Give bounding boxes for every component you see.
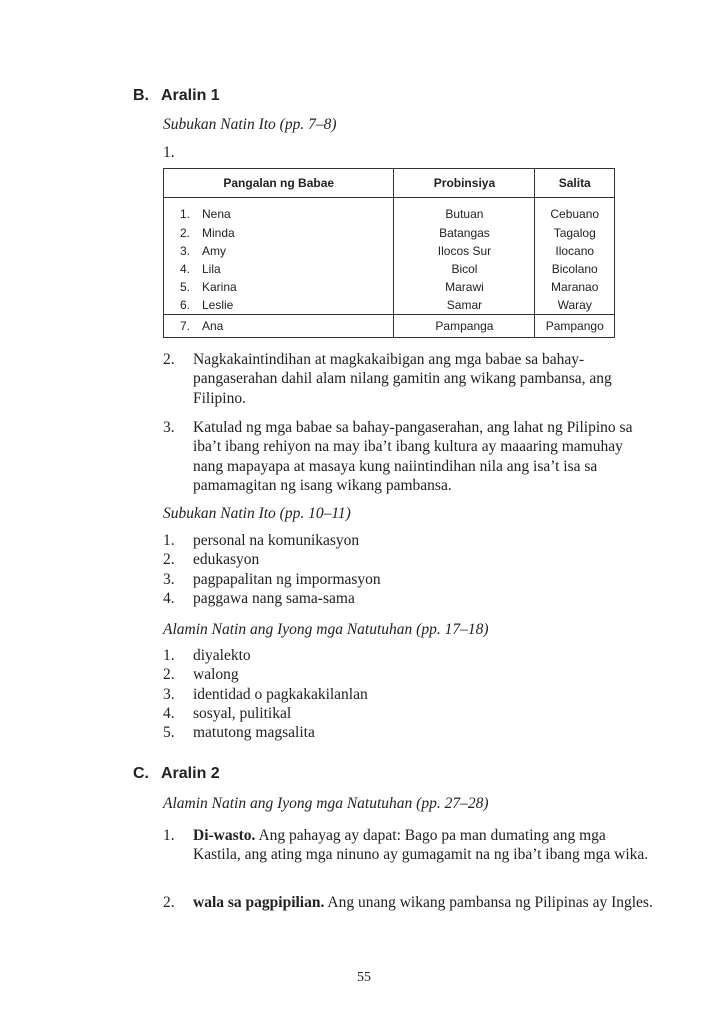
item-number: 2. xyxy=(163,666,175,684)
item-number: 1. xyxy=(163,532,175,549)
table-row xyxy=(164,242,615,260)
province-cell: Samar xyxy=(394,296,535,315)
subheading-subukan-7-8: Subukan Natin Ito (pp. 7–8) xyxy=(163,116,337,133)
section-letter: C. xyxy=(133,765,149,782)
table-row xyxy=(164,198,615,225)
table-header-row xyxy=(164,169,615,198)
item-text: diyalekto xyxy=(193,647,251,664)
item-number: 3. xyxy=(163,419,175,436)
row-number: 2. xyxy=(179,226,190,240)
table-row xyxy=(164,296,615,315)
row-number: 3. xyxy=(179,244,190,258)
item-number: 4. xyxy=(163,704,175,722)
name-cell: Amy xyxy=(202,242,394,260)
item-number: 3. xyxy=(163,685,175,703)
item-text: edukasyon xyxy=(193,551,260,569)
item-text: Katulad ng mga babae sa bahay-pangaserahan, ang lahat ng Pilipino sa iba’t ibang rehiyon na may iba’t ibang kultura ay maaaring mamuhay nang mapayapa at masaya kung naiintindihan nila ang isa’t isa sa pamamagitan ng isang wikang pambansa. xyxy=(193,419,633,494)
subheading-alamin-17-18: Alamin Natin ang Iyong mga Natutuhan (pp. 17–18) xyxy=(163,621,489,638)
item-number: 1. xyxy=(163,647,175,664)
province-cell: Marawi xyxy=(394,278,535,296)
item-number: 4. xyxy=(163,589,175,607)
name-cell: Nena xyxy=(202,198,394,225)
answer-explanation: Ang pahayag ay dapat: Bago pa man dumating ang mga Kastila, ang ating mga ninuno ay gumagamit na ng iba’t ibang mga wika. xyxy=(193,827,649,864)
item-text: Nagkakaintindihan at magkakaibigan ang mga babae sa bahay-pangaserahan dahil alam nilang gamitin ang wikang pambansa, ang Filipino. xyxy=(193,351,612,407)
answer-keyword: Di-wasto. xyxy=(193,827,256,844)
word-cell: Waray xyxy=(557,298,592,312)
word-cell: Cebuano xyxy=(550,207,600,221)
column-header: Pangalan ng Babae xyxy=(164,169,394,198)
row-number: 7. xyxy=(164,315,203,338)
table-row xyxy=(164,278,615,296)
section-b-heading xyxy=(133,87,220,105)
row-number: 4. xyxy=(179,262,190,276)
item-text: pagpapalitan ng impormasyon xyxy=(193,570,381,588)
answer-item-c1 xyxy=(163,826,653,865)
item-number: 2. xyxy=(163,894,175,911)
answer-item-2 xyxy=(163,350,653,408)
item-number: 3. xyxy=(163,570,175,588)
item-text xyxy=(193,826,653,865)
province-cell: Butuan xyxy=(394,198,535,225)
province-cell: Bicol xyxy=(394,260,535,278)
column-header: Salita xyxy=(535,169,615,198)
item-number: 2. xyxy=(163,351,175,368)
province-cell: Batangas xyxy=(394,224,535,242)
name-cell: Ana xyxy=(202,315,394,338)
row-number: 6. xyxy=(179,298,190,312)
page-number: 55 xyxy=(357,970,371,985)
row-number: 5. xyxy=(179,280,190,294)
word-cell: Tagalog xyxy=(553,226,596,240)
item-number-1: 1. xyxy=(163,144,175,161)
name-cell: Leslie xyxy=(202,296,394,315)
item-text: identidad o pagkakakilanlan xyxy=(193,685,368,703)
item-text: sosyal, pulitikal xyxy=(193,704,292,722)
answer-explanation: Ang unang wikang pambansa ng Pilipinas ay Ingles. xyxy=(324,894,653,911)
province-cell: Pampanga xyxy=(394,315,535,338)
subheading-subukan-10-11: Subukan Natin Ito (pp. 10–11) xyxy=(163,505,351,522)
item-text: walong xyxy=(193,666,239,684)
section-title: Aralin 2 xyxy=(161,765,220,782)
item-text: paggawa nang sama-sama xyxy=(193,589,355,607)
answer-keyword: wala sa pagpipilian. xyxy=(193,894,325,911)
section-c-heading xyxy=(133,765,220,783)
word-cell: Maranao xyxy=(551,280,599,294)
name-cell: Minda xyxy=(202,224,394,242)
item-number: 5. xyxy=(163,724,175,742)
table-row xyxy=(164,224,615,242)
province-cell: Ilocos Sur xyxy=(394,242,535,260)
item-text: personal na komunikasyon xyxy=(193,532,360,549)
answer-item-3 xyxy=(163,418,653,495)
item-number: 1. xyxy=(163,827,175,844)
item-text: matutong magsalita xyxy=(193,724,315,742)
word-cell: Bicolano xyxy=(551,262,598,276)
section-letter: B. xyxy=(133,87,149,104)
row-number: 1. xyxy=(179,207,190,221)
table-row xyxy=(164,260,615,278)
name-cell: Karina xyxy=(202,278,394,296)
word-cell: Pampango xyxy=(535,315,615,338)
word-cell: Ilocano xyxy=(555,244,595,258)
name-cell: Lila xyxy=(202,260,394,278)
section-title: Aralin 1 xyxy=(161,87,220,104)
column-header: Probinsiya xyxy=(394,169,535,198)
subheading-alamin-27-28: Alamin Natin ang Iyong mga Natutuhan (pp. 27–28) xyxy=(163,795,489,812)
table-row xyxy=(164,315,615,338)
item-number: 2. xyxy=(163,551,175,569)
answer-item-c2 xyxy=(163,893,653,912)
answers-table xyxy=(163,168,615,338)
item-text xyxy=(193,893,653,912)
